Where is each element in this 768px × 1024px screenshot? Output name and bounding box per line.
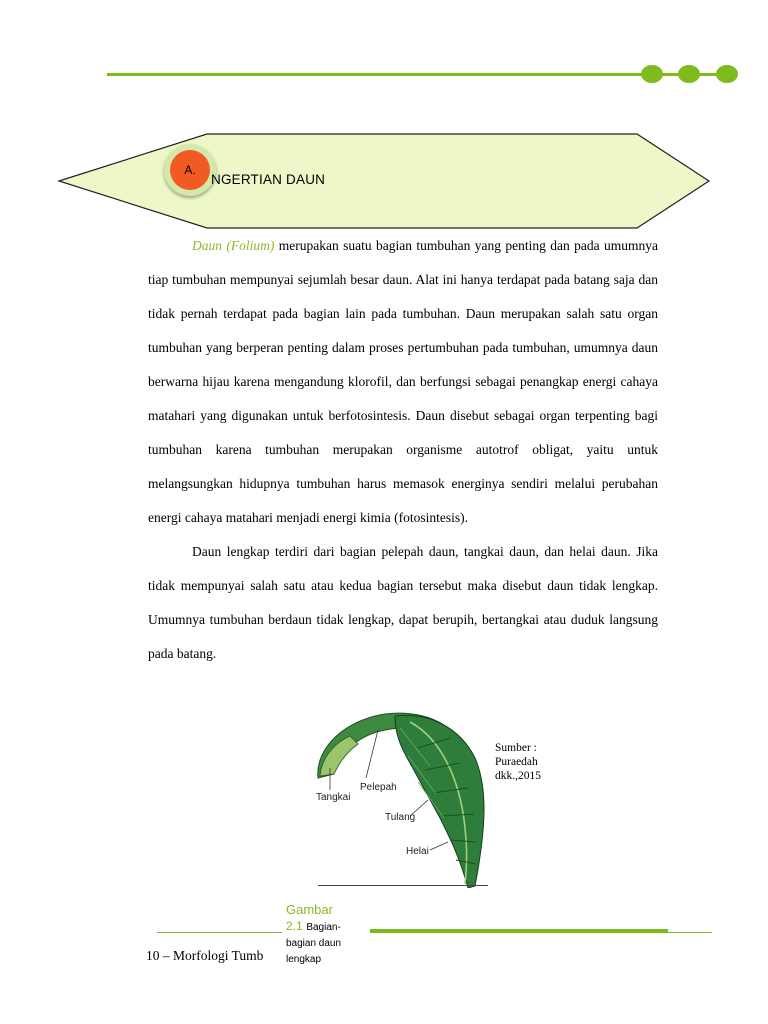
section-title: NGERTIAN DAUN [211, 172, 326, 187]
figure-source [495, 741, 541, 783]
header-dot [716, 65, 738, 83]
section-banner [57, 132, 711, 230]
label-tulang: Tulang [385, 812, 416, 823]
caption-desc: Bagian- [306, 922, 341, 933]
term-daun: Daun (Folium) [192, 238, 275, 253]
label-pelepah: Pelepah [360, 782, 397, 793]
caption-desc: lengkap [286, 954, 322, 965]
leaf-figure [300, 708, 500, 888]
paragraph-1 [148, 229, 658, 535]
footer-rule-thick [370, 929, 668, 933]
caption-desc: bagian daun [286, 938, 342, 949]
label-tangkai: Tangkai [316, 792, 351, 803]
body-text [148, 229, 658, 671]
caption-number: 2.1 [286, 919, 303, 933]
source-line: Puraedah [495, 756, 538, 768]
figure-caption [282, 898, 370, 968]
label-helai: Helai [406, 846, 429, 857]
caption-head: Gambar [286, 902, 333, 917]
paragraph-2: Daun lengkap terdiri dari bagian pelepah daun, tangkai daun, dan helai daun. Jika tidak mempunyai salah satu atau kedua bagian tersebut maka disebut daun tidak lengkap. Umumnya tumbuhan berdaun tidak lengkap, dapat berupih, bertangkai atau duduk langsung pada batang. [148, 544, 658, 661]
figure-baseline [318, 885, 488, 886]
header-dot [678, 65, 700, 83]
source-line: dkk.,2015 [495, 770, 541, 782]
source-line: Sumber : [495, 742, 537, 754]
paragraph-1-text: merupakan suatu bagian tumbuhan yang penting dan pada umumnya tiap tumbuhan mempunyai sejumlah besar daun. Alat ini hanya terdapat pada batang saja dan tidak pernah terdapat pada bagian lain pada tumbuhan. Daun merupakan salah satu organ tumbuhan yang berperan penting dalam proses pertumbuhan pada tumbuhan, umumnya daun berwarna hijau karena mengandung klorofil, dan berfungsi sebagai penangkap energi cahaya matahari yang digunakan untuk berfotosintesis. Daun disebut sebagai organ terpenting bagi tumbuhan karena tumbuhan merupakan organisme autotrof obligat, yaitu untuk melangsungkan hidupnya tumbuhan harus memasok energinya sendiri melalui perubahan energi cahaya matahari menjadi energi kimia (fotosintesis). [148, 238, 658, 525]
caption-text [286, 902, 341, 966]
section-badge: A. [170, 150, 210, 190]
footer-text: 10 – Morfologi Tumb [146, 948, 264, 963]
header-dot [641, 65, 663, 83]
